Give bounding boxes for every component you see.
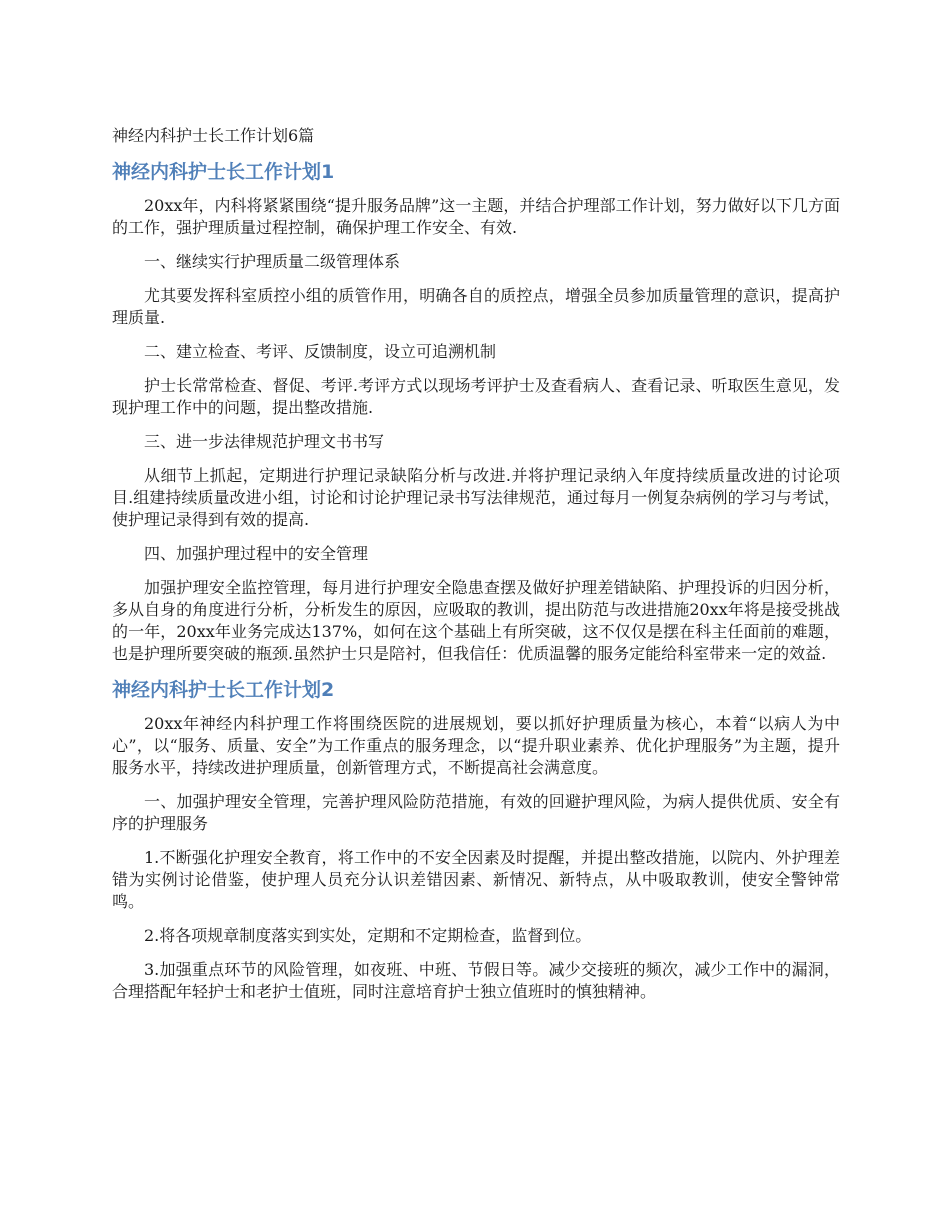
document-title: 神经内科护士长工作计划6篇 [112,126,315,145]
subheading-paragraph: 三、进一步法律规范护理文书书写 [144,432,385,451]
paragraph: 20xx年，内科将紧紧围绕“提升服务品牌”这一主题，并结合护理部工作计划，努力做好以下几方面的工作，强护理质量过程控制，确保护理工作安全、有效. [112,196,840,237]
paragraph: 3.加强重点环节的风险管理，如夜班、中班、节假日等。减少交接班的频次，减少工作中的漏洞，合理搭配年轻护士和老护士值班，同时注意培育护士独立值班时的慎独精神。 [112,960,840,1001]
subheading-paragraph: 二、建立检查、考评、反馈制度，设立可追溯机制 [144,342,497,361]
section-heading: 神经内科护士长工作计划2 [112,679,335,701]
paragraph: 从细节上抓起，定期进行护理记录缺陷分析与改进.并将护理记录纳入年度持续质量改进的讨论项目.组建持续质量改进小组，讨论和讨论护理记录书写法律规范，通过每月一例复杂病例的学习与考试，使护理记录得到有效的提高. [112,466,840,529]
paragraph: 尤其要发挥科室质控小组的质管作用，明确各自的质控点，增强全员参加质量管理的意识，提高护理质量. [112,286,840,327]
subheading-paragraph: 一、加强护理安全管理，完善护理风险防范措施，有效的回避护理风险，为病人提供优质、安全有序的护理服务 [112,792,840,833]
document-page [112,125,840,1015]
section-plan-1 [112,159,840,665]
paragraph: 2.将各项规章制度落实到实处，定期和不定期检查，监督到位。 [144,926,592,945]
section-heading: 神经内科护士长工作计划1 [112,161,335,183]
paragraph: 加强护理安全监控管理，每月进行护理安全隐患查摆及做好护理差错缺陷、护理投诉的归因分析，多从自身的角度进行分析，分析发生的原因，应吸取的教训，提出防范与改进措施20xx年将是接受挑战的一年，20xx年业务完成达137%，如何在这个基础上有所突破，这不仅仅是摆在科主任面前的难题，也是护理所要突破的瓶颈.虽然护士只是陪衬，但我信任：优质温馨的服务定能给科室带来一定的效益. [112,578,840,663]
subheading-paragraph: 四、加强护理过程中的安全管理 [144,544,369,563]
section-plan-2 [112,677,840,1003]
paragraph: 护士长常常检查、督促、考评.考评方式以现场考评护士及查看病人、查看记录、听取医生意见，发现护理工作中的问题，提出整改措施. [112,376,840,417]
subheading-paragraph: 一、继续实行护理质量二级管理体系 [144,252,401,271]
paragraph: 20xx年神经内科护理工作将围绕医院的进展规划，要以抓好护理质量为核心，本着“以病人为中心”，以“服务、质量、安全”为工作重点的服务理念，以“提升职业素养、优化护理服务”为主题，提升服务水平，持续改进护理质量，创新管理方式，不断提高社会满意度。 [112,714,840,777]
paragraph: 1.不断强化护理安全教育，将工作中的不安全因素及时提醒，并提出整改措施，以院内、外护理差错为实例讨论借鉴，使护理人员充分认识差错因素、新情况、新特点，从中吸取教训，使安全警钟常鸣。 [112,848,840,911]
